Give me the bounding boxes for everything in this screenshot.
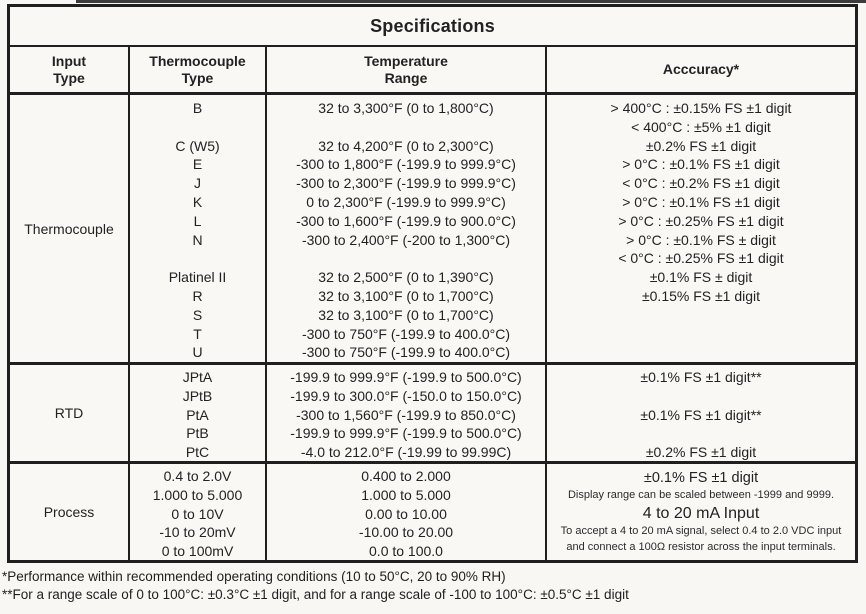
- rtd-type: PtB: [186, 425, 209, 442]
- tc-range: -300 to 1,600°F (-199.9 to 900.0°C): [296, 212, 516, 229]
- page-crop-artifact: [76, 0, 866, 3]
- process-range: -10.00 to 20.00: [358, 524, 454, 541]
- thermocouple-types-cell: [130, 95, 267, 362]
- rtd-type: PtA: [186, 406, 209, 423]
- rtd-type: JPtB: [182, 387, 213, 404]
- header-input-type-line2: Type: [53, 69, 85, 86]
- tc-type: Platinel II: [168, 269, 227, 286]
- tc-type: N: [192, 231, 203, 248]
- tc-accuracy: > 0°C : ±0.1% FS ±1 digit: [622, 156, 780, 173]
- tc-range: 32 to 3,100°F (0 to 1,700°C): [318, 306, 494, 323]
- rtd-accuracy: ±0.2% FS ±1 digit: [645, 444, 757, 461]
- footnotes: [2, 568, 629, 603]
- tc-type: R: [192, 287, 203, 304]
- input-type-thermocouple: [10, 95, 130, 362]
- process-accuracy-note-ma-2: and connect a 100Ω resistor across the input terminals.: [566, 541, 836, 553]
- header-accuracy: [547, 47, 855, 92]
- thermocouple-label: Thermocouple: [24, 220, 114, 237]
- header-thermocouple-type-line2: Type: [181, 69, 214, 86]
- tc-range: -300 to 750°F (-199.9 to 400.0°C): [301, 325, 511, 342]
- process-range: 0.400 to 2.000: [361, 468, 451, 484]
- tc-accuracy: < 400°C : ±5% ±1 digit: [631, 118, 771, 135]
- process-accuracy-note-display-range: Display range can be scaled between -1999 and 9999.: [567, 489, 835, 501]
- tc-accuracy: [547, 325, 855, 344]
- rtd-accuracy-cell: [547, 365, 855, 461]
- header-input-type: [10, 47, 130, 92]
- rtd-types-cell: [130, 365, 267, 461]
- tc-accuracy: > 400°C : ±0.15% FS ±1 digit: [610, 100, 792, 116]
- rtd-accuracy: [547, 424, 855, 443]
- table-header-row: [10, 47, 855, 95]
- tc-accuracy: ±0.2% FS ±1 digit: [645, 137, 757, 154]
- thermocouple-section: [10, 95, 855, 365]
- process-range: 0.00 to 10.00: [365, 505, 447, 522]
- process-types-cell: [130, 464, 267, 560]
- header-temperature-range-line2: Range: [384, 69, 428, 86]
- footnote-2: **For a range scale of 0 to 100°C: ±0.3°C ±1 digit, and for a range scale of -100 to 100°C: ±0.5°C ±1 digit: [2, 586, 629, 602]
- process-accuracy-cell: [547, 464, 855, 560]
- tc-accuracy: < 0°C : ±0.25% FS ±1 digit: [618, 250, 784, 267]
- tc-range: -300 to 1,800°F (-199.9 to 999.9°C): [296, 156, 516, 173]
- tc-range: 0 to 2,300°F (-199.9 to 999.9°C): [306, 193, 506, 210]
- tc-range: 32 to 4,200°F (0 to 2,300°C): [318, 137, 494, 154]
- thermocouple-accuracy-cell: [547, 95, 855, 362]
- tc-type: L: [193, 212, 202, 229]
- tc-accuracy: ±0.1% FS ± digit: [649, 269, 753, 286]
- rtd-accuracy: ±0.1% FS ±1 digit**: [640, 406, 762, 423]
- rtd-ranges-cell: [267, 365, 547, 461]
- process-accuracy-main: ±0.1% FS ±1 digit: [643, 470, 759, 486]
- tc-type: T: [193, 325, 202, 342]
- rtd-type: PtC: [185, 444, 210, 461]
- process-accuracy-note-ma-1: To accept a 4 to 20 mA signal, select 0.4 to 2.0 VDC input: [560, 525, 842, 537]
- tc-accuracy: > 0°C : ±0.25% FS ±1 digit: [618, 212, 784, 229]
- tc-type: E: [192, 156, 203, 173]
- rtd-range: -199.9 to 999.9°F (-199.9 to 500.0°C): [290, 369, 522, 385]
- tc-type: [130, 249, 265, 268]
- header-input-type-line1: Input: [51, 53, 87, 69]
- tc-range: -300 to 2,400°F (-200 to 1,300°C): [301, 231, 511, 248]
- rtd-label: RTD: [54, 405, 84, 421]
- header-accuracy-text: Acccuracy*: [662, 61, 740, 78]
- tc-type: J: [194, 175, 201, 192]
- process-type: 0.4 to 2.0V: [163, 468, 232, 484]
- tc-range: 32 to 3,100°F (0 to 1,700°C): [318, 287, 494, 304]
- tc-range: -300 to 750°F (-199.9 to 400.0°C): [301, 344, 511, 361]
- table-title-text: Specifications: [370, 15, 495, 36]
- tc-accuracy: [547, 306, 855, 325]
- process-ranges-cell: [267, 464, 547, 560]
- rtd-range: -199.9 to 300.0°F (-150.0 to 150.0°C): [290, 387, 522, 404]
- input-type-process: [10, 464, 130, 560]
- process-section: [10, 464, 855, 560]
- thermocouple-ranges-cell: [267, 95, 547, 362]
- tc-range: 32 to 3,300°F (0 to 1,800°C): [318, 100, 494, 116]
- process-label: Process: [43, 504, 95, 520]
- process-accuracy-ma-input: 4 to 20 mA Input: [642, 505, 760, 522]
- tc-range: [267, 118, 545, 137]
- rtd-accuracy: [547, 387, 855, 406]
- rtd-range: -4.0 to 212.0°F (-19.99 to 99.99C): [300, 444, 512, 461]
- tc-range: [267, 249, 545, 268]
- tc-accuracy: > 0°C : ±0.1% FS ± digit: [626, 231, 776, 248]
- tc-range: 32 to 2,500°F (0 to 1,390°C): [318, 269, 494, 286]
- specifications-table: [7, 4, 858, 563]
- tc-accuracy: > 0°C : ±0.1% FS ±1 digit: [622, 193, 780, 210]
- tc-range: -300 to 2,300°F (-199.9 to 999.9°C): [296, 175, 516, 192]
- rtd-section: [10, 365, 855, 464]
- tc-accuracy: < 0°C : ±0.2% FS ±1 digit: [622, 175, 780, 192]
- header-temperature-range-line1: Temperature: [364, 53, 448, 69]
- tc-type: U: [192, 344, 203, 361]
- input-type-rtd: [10, 365, 130, 461]
- header-thermocouple-type-line1: Thermocouple: [149, 53, 246, 69]
- tc-accuracy: [547, 343, 855, 362]
- tc-type: S: [192, 306, 203, 323]
- header-thermocouple-type: [130, 47, 267, 92]
- footnote-1: *Performance within recommended operating conditions (10 to 50°C, 20 to 90% RH): [2, 569, 506, 584]
- rtd-accuracy: ±0.1% FS ±1 digit**: [640, 369, 762, 385]
- header-temperature-range: [267, 47, 547, 92]
- tc-type: B: [192, 100, 203, 116]
- process-range: 1.000 to 5.000: [361, 486, 451, 503]
- table-title: [10, 7, 855, 47]
- process-range: 0.0 to 100.0: [369, 543, 443, 560]
- tc-type: C (W5): [175, 137, 220, 154]
- tc-accuracy: ±0.15% FS ±1 digit: [641, 287, 761, 304]
- rtd-range: -199.9 to 999.9°F (-199.9 to 500.0°C): [290, 425, 522, 442]
- tc-type: K: [192, 193, 203, 210]
- tc-type: [130, 118, 265, 137]
- process-type: 0 to 100mV: [161, 543, 234, 560]
- process-type: 0 to 10V: [171, 505, 224, 522]
- process-type: -10 to 20mV: [159, 524, 236, 541]
- rtd-type: JPtA: [182, 369, 213, 385]
- rtd-range: -300 to 1,560°F (-199.9 to 850.0°C): [296, 406, 516, 423]
- process-type: 1.000 to 5.000: [152, 486, 243, 503]
